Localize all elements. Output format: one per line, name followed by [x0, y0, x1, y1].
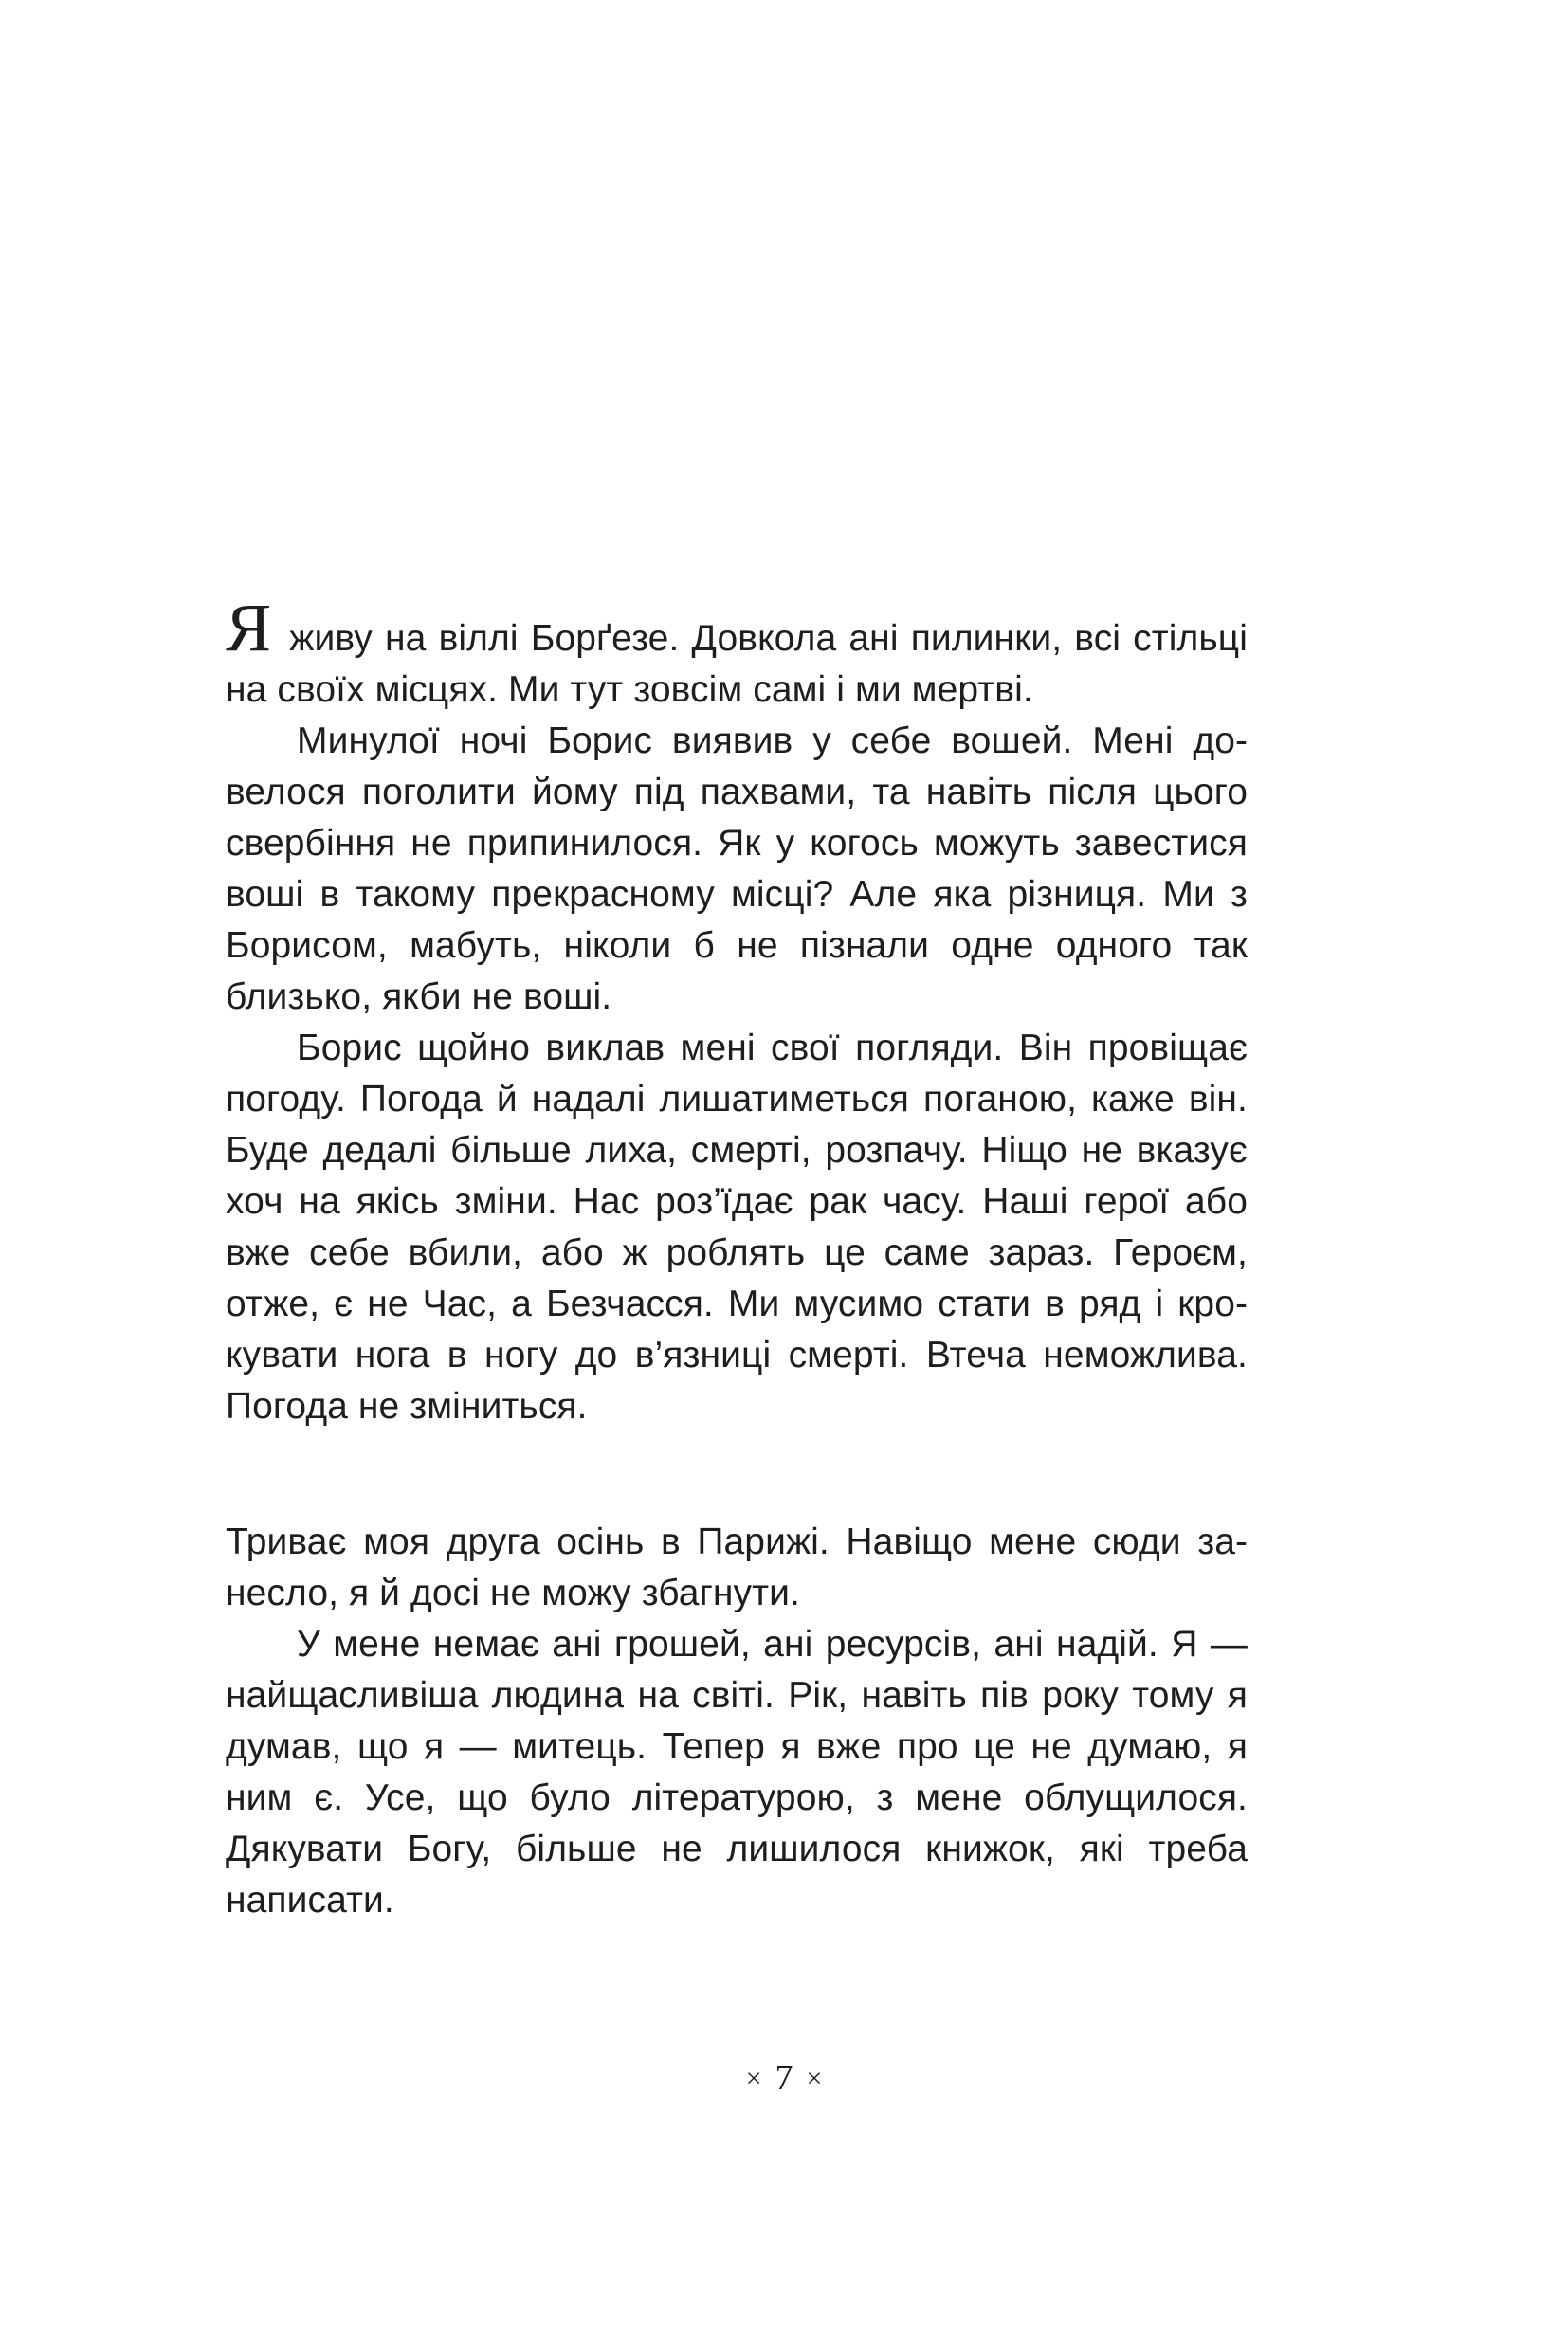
- paragraph-2: Минулої ночі Борис виявив у себе вошей. Мені довелося поголити йому під пахвами, та навіть після цього свербіння не припинилося. Як у когось можуть завестися воші в такому прекрасному місці? Але яка різниця. Ми з Борисом, мабуть, ніколи б не пізнали одне одного так близько, якби не воші.: [226, 720, 1248, 1017]
- paragraph-1-text: живу на віллі Борґезе. Довкола ані пилинки, всі стільці на своїх місцях. Ми тут зовсім самі і ми мертві.: [226, 618, 1248, 710]
- drop-cap: Я: [226, 590, 272, 665]
- paragraph-5: У мене немає ані грошей, ані ресурсів, ані надій. Я — найщасливіша людина на світі. Рік, навіть пів року тому я думав, що я — митець. Тепер я вже про це не думаю, я ним є. Усе, що було літературою, з мене облущилося. Дякувати Богу, більше не лишилося книжок, які треба написати.: [226, 1624, 1248, 1921]
- ornament-left-icon: ×: [745, 2063, 762, 2094]
- paragraph-1: [226, 590, 1248, 716]
- page-number: 7: [775, 2058, 793, 2098]
- text-section-2: [226, 1517, 1248, 1926]
- paragraph-4: Триває моя друга осінь в Парижі. Навіщо мене сюди занесло, я й досі не можу збагнути.: [226, 1521, 1248, 1613]
- text-section-1: [226, 590, 1248, 1432]
- paragraph-3: Борис щойно виклав мені свої погляди. Він провіщає погоду. Погода й надалі лишатиметься поганою, каже він. Буде дедалі більше лиха, смерті, розпачу. Ніщо не вказує хоч на якісь зміни. Нас роз’їдає рак часу. Наші герої або вже себе вбили, або ж роблять це саме зараз. Героєм, отже, є не Час, а Безчасся. Ми мусимо стати в ряд і крокувати нога в ногу до в’язниці смерті. Втеча неможлива. Погода не зміниться.: [226, 1028, 1248, 1427]
- ornament-right-icon: ×: [806, 2063, 823, 2094]
- page-number-footer: [0, 2057, 1568, 2099]
